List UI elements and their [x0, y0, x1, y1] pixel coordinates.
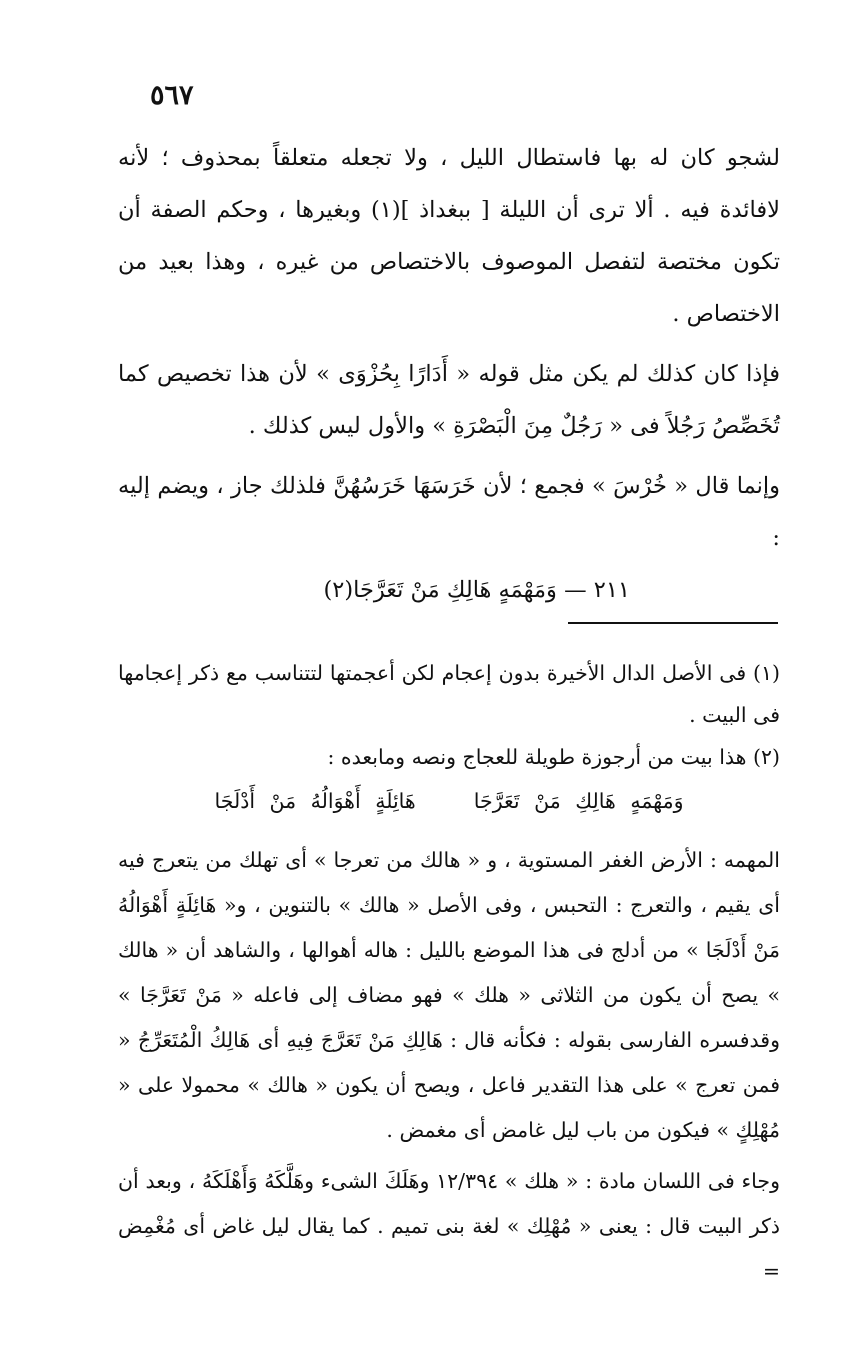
page-number: ٥٦٧: [150, 80, 194, 111]
footnote-1: (١) فى الأصل الدال الأخيرة بدون إعجام لكن أعجمتها لتتناسب مع ذكر إعجامها فى البيت .: [118, 661, 780, 727]
main-paragraph-3: وإنما قال « خُرْسَ » فجمع ؛ لأن خَرَسَهَا خَرَسُهُنَّ فلذلك جاز ، ويضم إليه :: [118, 473, 780, 551]
main-paragraph-2: فإذا كان كذلك لم يكن مثل قوله « أَدَارًا بِحُزْوَى » لأن هذا تخصيص كما تُخَصِّصُ رَجُلاً فى « رَجُلٌ مِنَ الْبَصْرَةِ » والأول ليس كذلك .: [118, 361, 780, 439]
footnote-divider: [568, 622, 778, 624]
poetry-verse-211: ٢١١ — وَمَهْمَهٍ هَالِكِ مَنْ تَعَرَّجَا(٢): [323, 577, 630, 603]
main-text: [118, 132, 780, 616]
main-paragraph-1: لشجو كان له بها فاستطال الليل ، ولا تجعله متعلقاً بمحذوف ؛ لأنه لافائدة فيه . ألا ترى أن الليلة [ ببغداذ ](١) وبغيرها ، وحكم الصفة أن تكون مختصة لتفصل الموصوف بالاختصاص من غيره ، وهذا بعيد من الاختصاص .: [118, 145, 780, 327]
commentary-paragraph-2: وجاء فى اللسان مادة : « هلك » ١٢/٣٩٤ وهَلَكَ الشىء وهَلَّكَهُ وَأَهْلَكَهُ ، وبعد أن ذكر البيت قال : يعنى « مُهْلِك » لغة بنى تميم . كما يقال ليل غاض أى مُغْمِض =: [118, 1169, 780, 1283]
commentary-paragraph-1: المهمه : الأرض الغفر المستوية ، و « هالك من تعرجا » أى تهلك من يتعرج فيه أى يقيم ، والتعرج : التحبس ، وفى الأصل « هالك » بالتنوين ، و« هَائِلَةٍ أَهْوَالُهُ مَنْ أَدْلَجَا » من أدلج فى هذا الموضع بالليل : هاله أهوالها ، والشاهد أن « هالك » يصح أن يكون من الثلاثى « هلك » فهو مضاف إلى فاعله « مَنْ تَعَرَّجَا » وقدفسره الفارسى بقوله : فكأنه قال : هَالِكِ مَنْ تَعَرَّجَ فِيهِ أى هَالِكُ الْمُتَعَرِّجُ « فمن تعرج » على هذا التقدير فاعل ، ويصح أن يكون « هالك » محمولا على « مُهْلِكٍ » فيكون من باب ليل غامض أى مغمض .: [118, 848, 780, 1142]
footnotes: [118, 652, 780, 832]
footnote-2: (٢) هذا بيت من أرجوزة طويلة للعجاج ونصه ومابعده :: [327, 745, 780, 769]
footnote-2-verse: وَمَهْمَهٍ هَالِكِ مَنْ تَعَرَّجَا ‏ ‏ ‏ هَائِلَةٍ أَهْوَالُهُ مَنْ أَدْلَجَا: [214, 789, 684, 813]
footnote-commentary: [118, 838, 780, 1294]
